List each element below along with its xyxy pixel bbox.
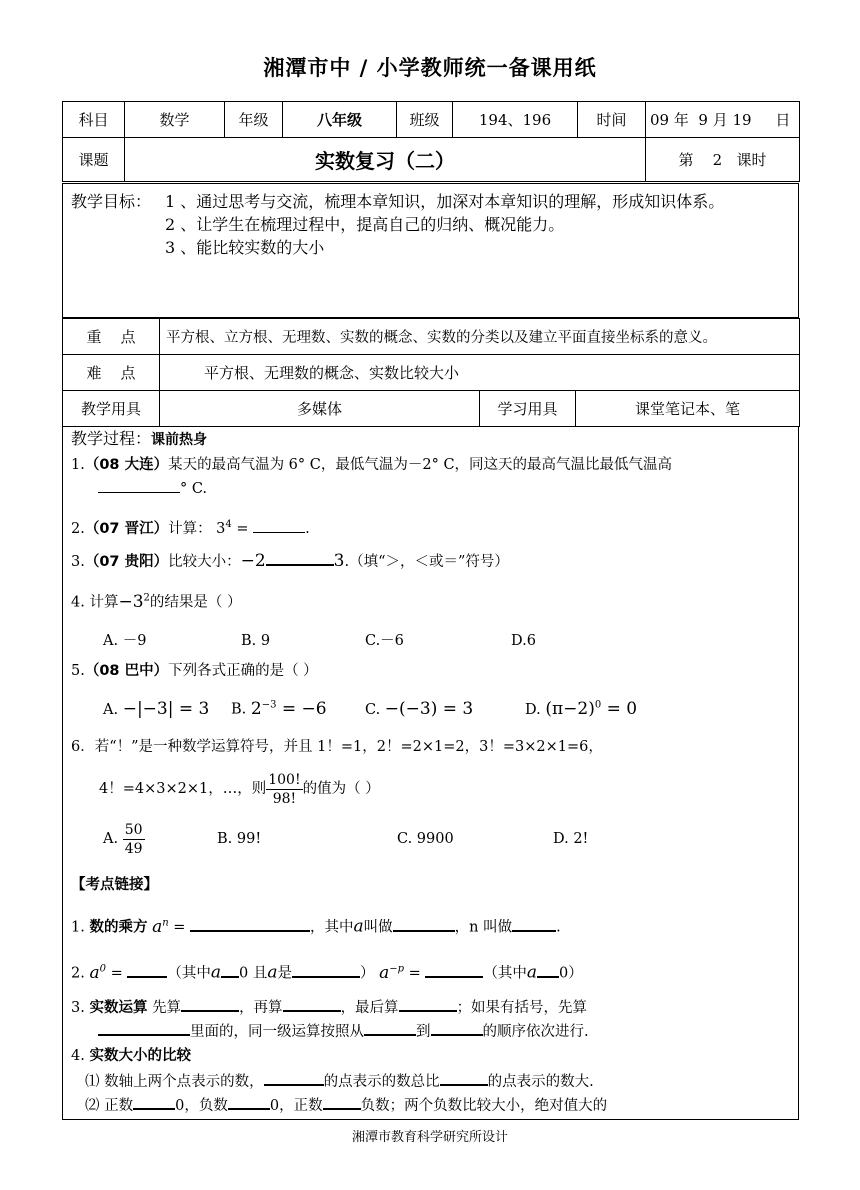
page-title: 湘潭市中 / 小学教师统一备课用纸 [263,56,597,80]
teaching-goals [62,183,799,318]
goal-item-1: 1 、通过思考与交流，梳理本章知识，加深对本章知识的理解，形成知识体系。 [165,192,725,211]
blank [264,1070,324,1086]
time-label: 时间 [578,102,646,138]
blank [228,1094,270,1110]
fraction: $\frac{100!}{98!}$ [268,771,301,807]
blank [431,1020,483,1036]
question-4: 4. 计算$-3^2$的结果是（ ） [71,591,242,612]
study-tools-value: 课堂笔记本、笔 [576,391,800,427]
goal-item-3: 3 、能比较实数的大小 [165,238,325,257]
process-label: 教学过程： [71,429,152,448]
difficulty-label: 难 点 [63,355,160,391]
blank [98,1020,190,1036]
topic-label: 课题 [63,138,125,182]
time-value: 09 年 9 月 19 日 [646,102,800,138]
lesson-title: 实数复习（二） [125,138,646,182]
period-label: 第 2 课时 [646,138,800,182]
question-3: 3.（07 贵阳）比较大小：−2 3.（填“＞，＜或＝”符号） [71,551,509,571]
blank [393,916,455,932]
blank [440,1070,488,1086]
blank [127,962,167,978]
question-6-cont: 4！=4×3×2×1，…，则 $\frac{100!}{98!}$ 的值为（ ） [99,771,380,807]
blank [537,962,559,978]
knowledge-3: 3. 实数运算 先算 ，再算 ，最后算 ；如果有括号，先算 [71,996,790,1019]
key-point-text: 平方根、立方根、无理数、实数的概念、实数的分类以及建立平面直接坐标系的意义。 [160,319,800,355]
blank [181,996,239,1012]
teaching-tools-value: 多媒体 [160,391,480,427]
question-5: 5.（08 巴中）下列各式正确的是（ ） [71,663,318,679]
exam-link-heading: 【考点链接】 [71,877,158,893]
blank [292,962,360,978]
question-1-cont: ° C. [71,478,790,500]
blank [425,962,483,978]
process-heading [71,428,790,451]
header-table [62,101,800,182]
teaching-tools-label: 教学用具 [63,391,160,427]
blank [364,1020,416,1036]
knowledge-2: 2. $a^0$ = （其中a 0 且a是 ） $a^{-p}$ = （其中a 0） [71,962,583,983]
goal-item-2: 2 、让学生在梳理过程中，提高自己的归纳、概况能力。 [165,215,565,234]
goals-label: 教学目标： [71,192,152,211]
key-point-label: 重 点 [63,319,160,355]
subject-value: 数学 [125,102,225,138]
study-tools-label: 学习用具 [480,391,576,427]
blank [190,916,310,932]
question-6: 6．若“！”是一种数学运算符号，并且 1！=1，2！=2×1=2，3！=3×2×1=6， [71,739,603,755]
blank [266,550,334,566]
fraction: $\frac{50}{49}$ [124,821,143,857]
question-2: 2.（07 晋江）计算： $3^4$ = . [71,519,310,537]
blank [512,916,556,932]
knowledge-4-2: ⑵ 正数 0，负数 0，正数 负数；两个负数比较大小，绝对值大的 [71,1094,790,1117]
grade-value: 八年级 [283,102,397,138]
key-points-table [62,318,800,427]
question-5-options: A. −|−3| = 3 B. $2^{-3} = -6$ C. −(−3) = 3 D. $(\pi-2)^0 = 0$ [103,698,638,719]
class-label: 班级 [397,102,453,138]
knowledge-3-cont: 里面的，同一级运算按照从 到 的顺序依次进行. [71,1020,790,1043]
grade-label: 年级 [225,102,283,138]
blank [98,478,180,493]
blank [323,1094,361,1110]
knowledge-1: 1. 数的乘方 $a^n$ = ，其中a叫做 ，n 叫做 . [71,916,561,937]
blank [253,518,305,533]
knowledge-4-1: ⑴ 数轴上两个点表示的数， 的点表示的数总比 的点表示的数大. [71,1070,790,1093]
question-1: 1.（08 大连）某天的最高气温为 6° C，最低气温为－2° C，同这天的最高气温比最低气温高 [71,457,673,473]
subject-label: 科目 [63,102,125,138]
knowledge-4: 4. 实数大小的比较 [71,1048,191,1064]
warmup-label: 课前热身 [151,432,208,448]
blank [399,996,457,1012]
teaching-process [62,426,799,1120]
blank [221,962,239,978]
question-6-options: A. $\frac{50}{49}$ B. 99! C. 9900 D. 2! [103,821,589,857]
blank [133,1094,175,1110]
footer: 湘潭市教育科学研究所设计 [351,1130,508,1145]
class-value: 194、196 [453,102,578,138]
question-4-options: A. －9 B. 9 C.－6 D.6 [103,633,536,649]
blank [283,996,341,1012]
difficulty-text: 平方根、无理数的概念、实数比较大小 [160,355,800,391]
